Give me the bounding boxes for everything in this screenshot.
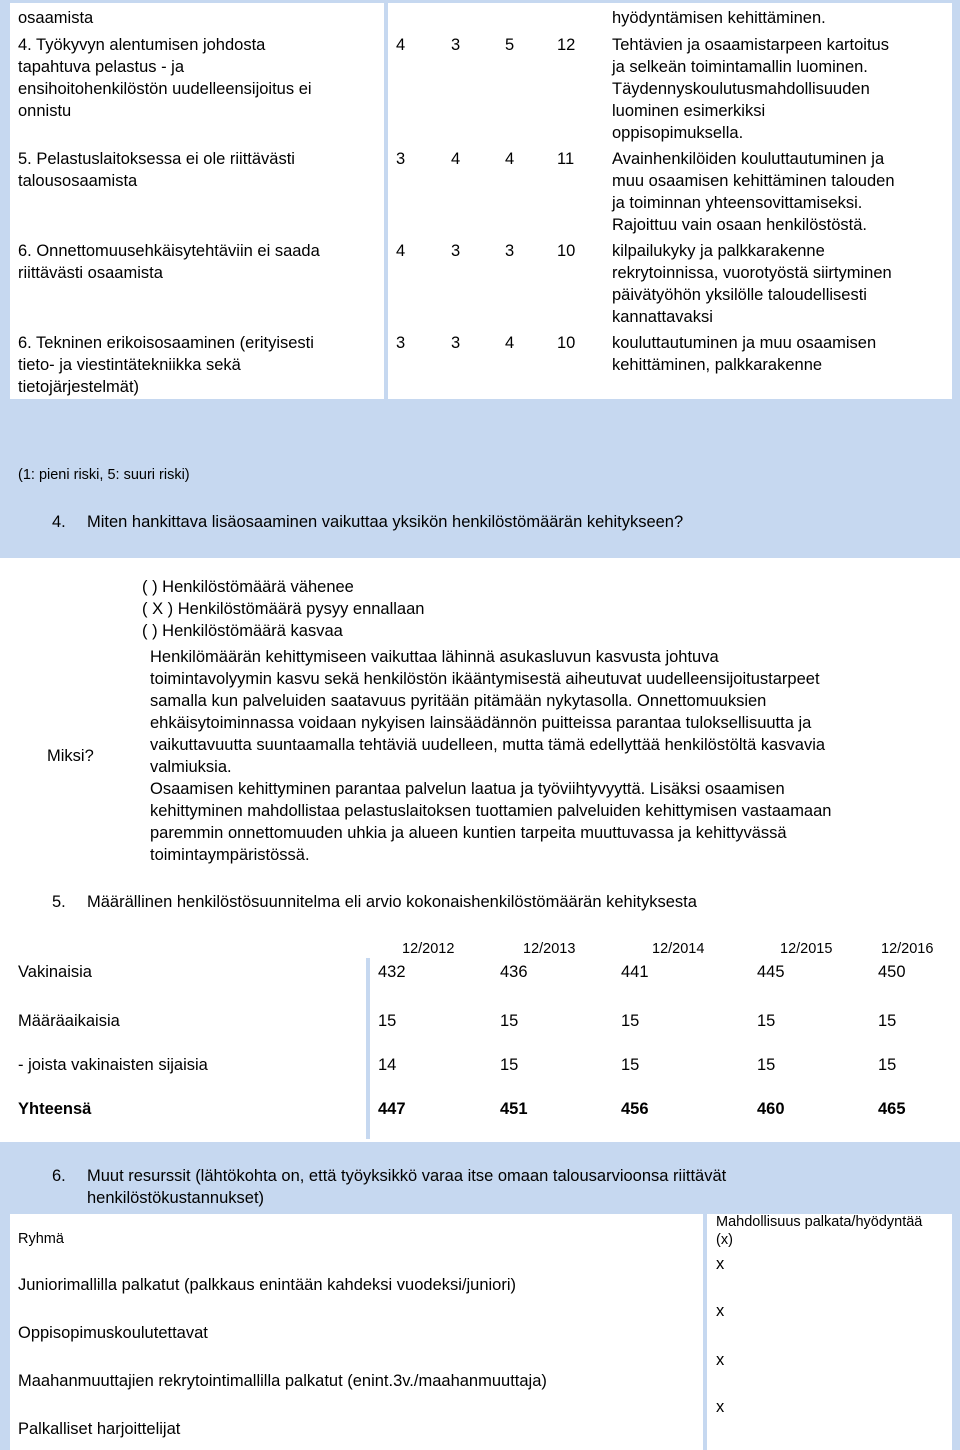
measure-row-1-line-0: Tehtävien ja osaamistarpeen kartoitus (612, 36, 889, 54)
col-header-possibility-line-0: Mahdollisuus palkata/hyödyntää (716, 1214, 923, 1230)
score-row-1-a: 4 (396, 36, 406, 54)
staffing-row-value: 15 (757, 1056, 776, 1074)
answer-line-7: kehittyminen mahdollistaa pelastuslaitoksen tuottamien palveluiden kehittymisen vastaamaan (150, 802, 832, 820)
staffing-row-value: 15 (878, 1012, 897, 1030)
year-col-2014: 12/2014 (652, 941, 705, 957)
measure-row-1-line-3: luominen esimerkiksi (612, 102, 766, 120)
score-row-4-total: 10 (557, 334, 576, 352)
risk-row-4-line-2: tietojärjestelmät) (18, 378, 140, 396)
risk-row-2-line-1: talousosaamista (18, 172, 138, 190)
score-row-2-b: 4 (451, 150, 461, 168)
staffing-total-value: 451 (500, 1100, 528, 1118)
risk-row-2-line-0: 5. Pelastuslaitoksessa ei ole riittävästi (18, 150, 295, 168)
score-row-2-c: 4 (505, 150, 515, 168)
section5-number: 5. (52, 893, 66, 911)
staffing-row-value: 15 (500, 1012, 519, 1030)
score-row-3-c: 3 (505, 242, 515, 260)
staffing-row-value: 15 (378, 1012, 397, 1030)
staffing-row-value: 15 (757, 1012, 776, 1030)
measure-row-1-line-1: ja selkeän toimintamallin luominen. (612, 58, 868, 76)
resource-group-junior: Juniorimallilla palkatut (palkkaus enintään kahdeksi vuodeksi/juniori) (18, 1276, 517, 1294)
why-label: Miksi? (47, 747, 94, 765)
staffing-row-value: 450 (878, 963, 906, 981)
resource-mark-apprentices: x (716, 1302, 725, 1320)
measure-row-2-line-1: muu osaamisen kehittäminen talouden (612, 172, 895, 190)
year-col-2012: 12/2012 (402, 941, 455, 957)
section4-number: 4. (52, 513, 66, 531)
resource-mark-trainees: x (716, 1398, 725, 1416)
why-label-cell (10, 562, 136, 864)
risk-row-1-line-2: ensihoitohenkilöstön uudelleensijoitus ei (18, 80, 312, 98)
answer-line-9: toimintaympäristössä. (150, 846, 310, 864)
section5-title: Määrällinen henkilöstösuunnitelma eli arvio kokonaishenkilöstömäärän kehityksesta (87, 893, 697, 911)
section6-title-line-0: Muut resurssit (lähtökohta on, että työyksikkö varaa itse omaan talousarvioonsa riittävät (87, 1167, 727, 1185)
risk-row-0-line-0: osaamista (18, 9, 94, 27)
score-row-2-a: 3 (396, 150, 406, 168)
score-row-2-total: 11 (557, 150, 575, 168)
measure-row-1-line-2: Täydennyskoulutusmahdollisuuden (612, 80, 870, 98)
staffing-row-value: 14 (378, 1056, 397, 1074)
measure-row-2-line-3: Rajoittuu vain osaan henkilöstöstä. (612, 216, 867, 234)
score-row-3-a: 4 (396, 242, 406, 260)
measure-row-3-line-3: kannattavaksi (612, 308, 713, 326)
answer-line-5: valmiuksia. (150, 758, 232, 776)
answer-line-8: paremmin onnettomuuden uhkia ja alueen kuntien tarpeita muuttuvassa ja kehittyvässä (150, 824, 787, 842)
col-header-group: Ryhmä (18, 1231, 64, 1247)
section6-title-line-1: henkilöstökustannukset) (87, 1189, 265, 1207)
answer-line-4: vaikuttavuutta suuntaamalla tehtäviä uudelleen, mutta tämä edellyttää henkilöstöltä kasvavia (150, 736, 826, 754)
risk-row-1-line-0: 4. Työkyvyn alentumisen johdosta (18, 36, 266, 54)
staffing-row-label: Määräaikaisia (18, 1012, 120, 1030)
staffing-total-value: 465 (878, 1100, 906, 1118)
staffing-total-value: 460 (757, 1100, 785, 1118)
option-decrease: ( ) Henkilöstömäärä vähenee (142, 578, 354, 596)
risk-row-1-line-3: onnistu (18, 102, 72, 120)
resource-group-trainees: Palkalliset harjoittelijat (18, 1420, 181, 1438)
staffing-values-column (370, 958, 952, 1139)
risk-row-3-line-1: riittävästi osaamista (18, 264, 163, 282)
risk-row-4-line-1: tieto- ja viestintätekniikka sekä (18, 356, 241, 374)
measure-row-1-line-4: oppisopimuksella. (612, 124, 744, 142)
answer-line-1: toimintavolyymin kasvu sekä henkilöstön ikääntymisestä aiheutuvat uudelleensijoitustarpeet (150, 670, 820, 688)
staffing-row-label: Vakinaisia (18, 963, 92, 981)
score-row-4-b: 3 (451, 334, 461, 352)
col-header-possibility-line-1: (x) (716, 1232, 733, 1248)
score-row-1-c: 5 (505, 36, 515, 54)
answer-line-2: samalla kun palveluiden saatavuus pyritään pitämään nykytasolla. Onnettomuuksien (150, 692, 767, 710)
resource-group-apprentices: Oppisopimuskoulutettavat (18, 1324, 208, 1342)
year-col-2013: 12/2013 (523, 941, 576, 957)
staffing-row-value: 436 (500, 963, 528, 981)
answer-line-3: ehkäisytoiminnassa voidaan nykyisen lainsäädännön puitteissa parantaa tuloksellisuutta ja (150, 714, 812, 732)
measure-row-4-line-1: kehittäminen, palkkarakenne (612, 356, 823, 374)
risk-row-4-line-0: 6. Tekninen erikoisosaaminen (erityisesti (18, 334, 314, 352)
staffing-row-value: 15 (621, 1012, 640, 1030)
staffing-total-label: Yhteensä (18, 1100, 92, 1118)
measure-row-0-line-0: hyödyntämisen kehittäminen. (612, 9, 826, 27)
score-row-3-total: 10 (557, 242, 576, 260)
answer-line-6: Osaamisen kehittyminen parantaa palvelun laatua ja työviihtyvyyttä. Lisäksi osaamisen (150, 780, 785, 798)
staffing-row-value: 15 (878, 1056, 897, 1074)
staffing-row-value: 445 (757, 963, 785, 981)
staffing-total-value: 456 (621, 1100, 649, 1118)
score-row-4-c: 4 (505, 334, 515, 352)
score-row-1-total: 12 (557, 36, 576, 54)
measure-row-2-line-0: Avainhenkilöiden kouluttautuminen ja (612, 150, 885, 168)
measure-row-3-line-2: päivätyöhön yksilölle taloudellisesti (612, 286, 867, 304)
resource-mark-immigrants: x (716, 1351, 725, 1369)
measure-row-2-line-2: ja toiminnan yhteensovittamiseksi. (612, 194, 863, 212)
measure-row-3-line-1: rekrytoinnissa, vuorotyöstä siirtyminen (612, 264, 892, 282)
risk-scale-note: (1: pieni riski, 5: suuri riski) (18, 467, 190, 483)
answer-line-0: Henkilömäärän kehittymiseen vaikuttaa lähinnä asukasluvun kasvusta johtuva (150, 648, 719, 666)
section6-number: 6. (52, 1167, 66, 1185)
resource-group-immigrants: Maahanmuuttajien rekrytointimallilla palkatut (enint.3v./maahanmuuttaja) (18, 1372, 547, 1390)
year-col-2015: 12/2015 (780, 941, 833, 957)
score-row-3-b: 3 (451, 242, 461, 260)
measure-row-4-line-0: kouluttautuminen ja muu osaamisen (612, 334, 877, 352)
risk-row-1-line-1: tapahtuva pelastus - ja (18, 58, 185, 76)
score-row-1-b: 3 (451, 36, 461, 54)
year-col-2016: 12/2016 (881, 941, 934, 957)
staffing-row-label: - joista vakinaisten sijaisia (18, 1056, 208, 1074)
risk-row-3-line-0: 6. Onnettomuusehkäisytehtäviin ei saada (18, 242, 320, 260)
measure-row-3-line-0: kilpailukyky ja palkkarakenne (612, 242, 825, 260)
option-unchanged: ( X ) Henkilöstömäärä pysyy ennallaan (142, 600, 425, 618)
staffing-total-value: 447 (378, 1100, 406, 1118)
resources-mark-column (707, 1214, 952, 1450)
staffing-row-value: 15 (621, 1056, 640, 1074)
staffing-row-value: 432 (378, 963, 406, 981)
resource-mark-junior: x (716, 1255, 725, 1273)
staffing-row-value: 441 (621, 963, 649, 981)
score-row-4-a: 3 (396, 334, 406, 352)
section4-question: Miten hankittava lisäosaaminen vaikuttaa yksikön henkilöstömäärän kehitykseen? (87, 513, 684, 531)
staffing-row-value: 15 (500, 1056, 519, 1074)
option-increase: ( ) Henkilöstömäärä kasvaa (142, 622, 343, 640)
